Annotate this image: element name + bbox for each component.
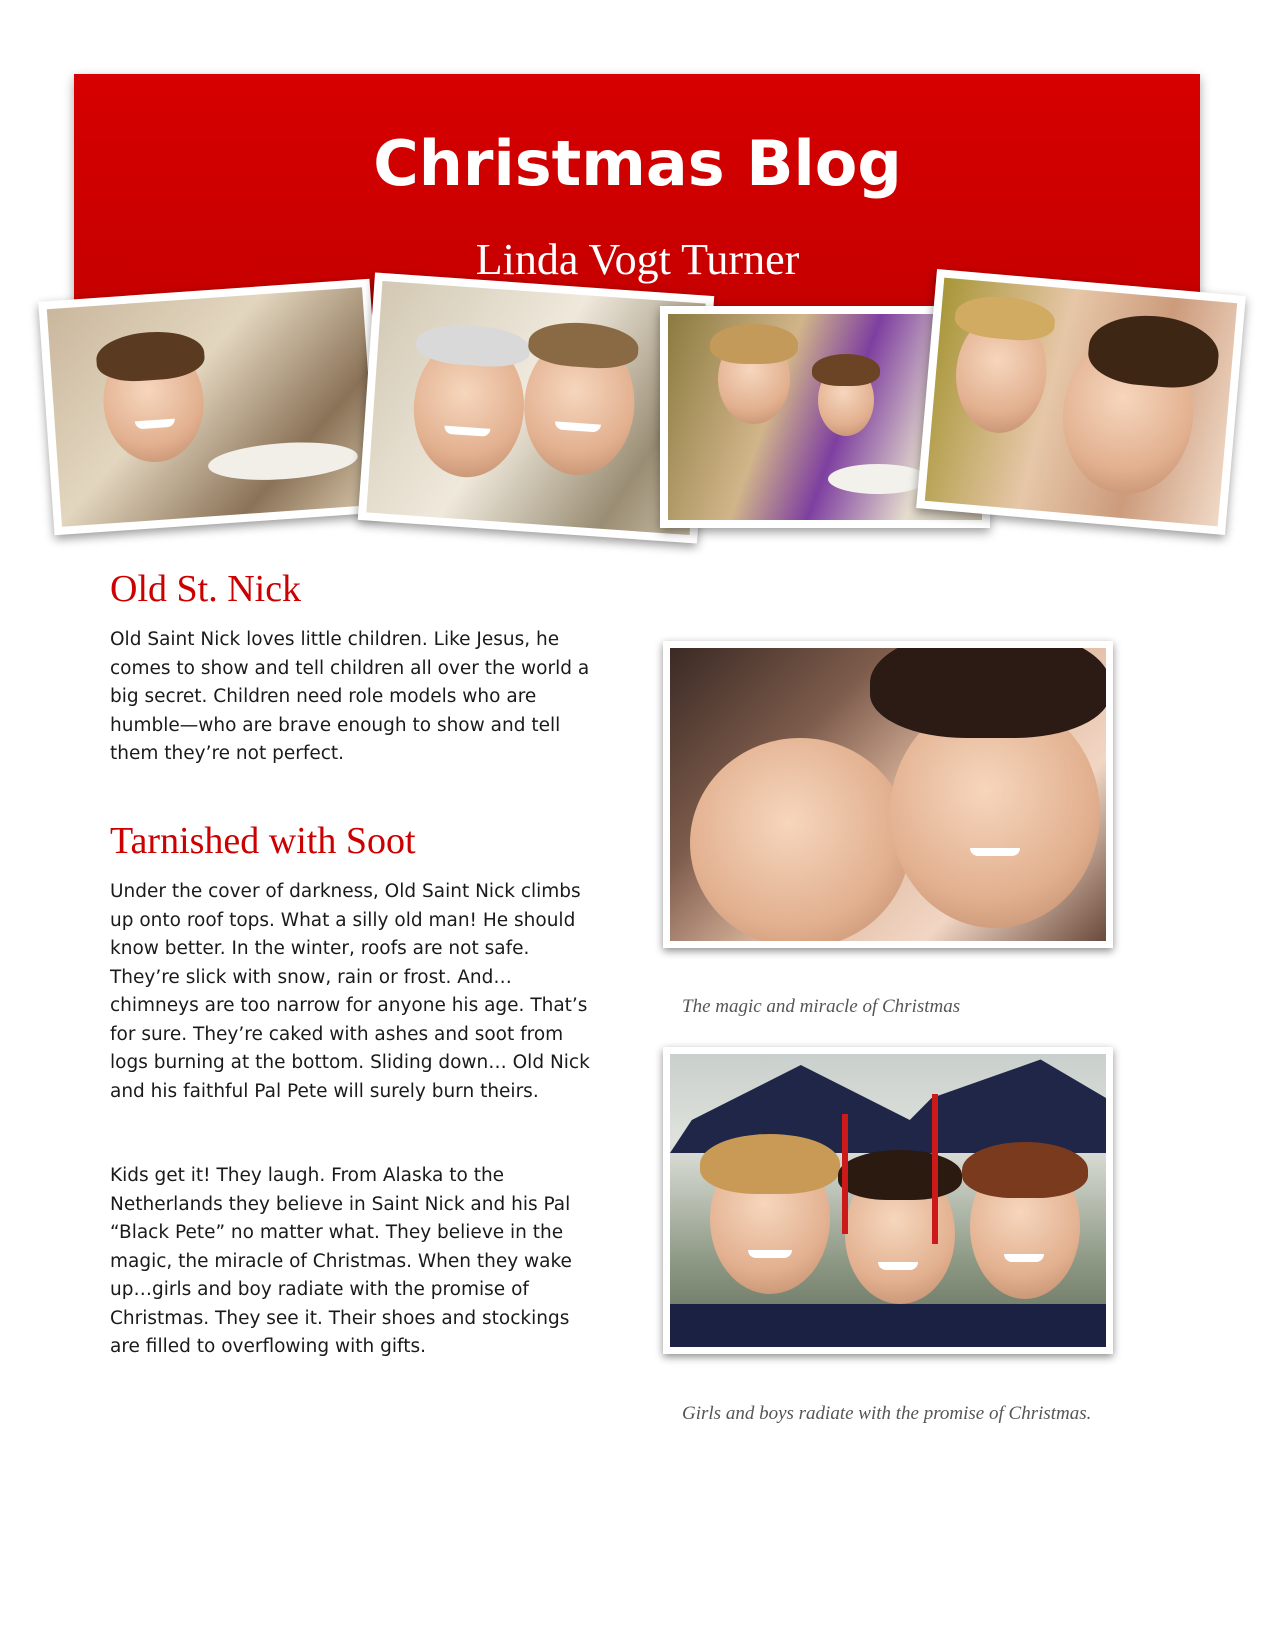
section-paragraph: Old Saint Nick loves little children. Like Jesus, he comes to show and tell children all over the world a big secret. Children need role models who are humble—who are brave enough to show and tell them they’re not perfect.	[110, 629, 590, 764]
section-heading-tarnished-with-soot: Tarnished with Soot	[110, 820, 416, 862]
author-name: Linda Vogt Turner	[475, 235, 800, 284]
page-title: Christmas Blog	[373, 127, 902, 200]
section-heading-old-st-nick: Old St. Nick	[110, 568, 302, 610]
graduates-photo	[663, 1047, 1113, 1354]
figure-caption: Girls and boys radiate with the promise of Christmas.	[682, 1403, 1092, 1424]
figure-caption: The magic and miracle of Christmas	[682, 996, 961, 1017]
mother-and-baby-photo	[663, 641, 1113, 948]
section-paragraph: Under the cover of darkness, Old Saint Nick climbs up onto roof tops. What a silly old man! He should know better. In the winter, roofs are not safe. They’re slick with snow, rain or frost. And…chimneys are too narrow for anyone his age. That’s for sure. They’re caked with ashes and soot from logs burning at the bottom. Sliding down… Old Nick and his faithful Pal Pete will surely burn theirs.	[110, 881, 590, 1102]
girls-whispering-photo	[916, 269, 1246, 535]
section-paragraph: Kids get it! They laugh. From Alaska to the Netherlands they believe in Saint Nick and his Pal “Black Pete” no matter what. They believe in the magic, the miracle of Christmas. When they wake up…girls and boy radiate with the promise of Christmas. They see it. Their shoes and stockings are filled to overflowing with gifts.	[110, 1165, 572, 1357]
boy-at-dinner-photo	[38, 279, 386, 536]
